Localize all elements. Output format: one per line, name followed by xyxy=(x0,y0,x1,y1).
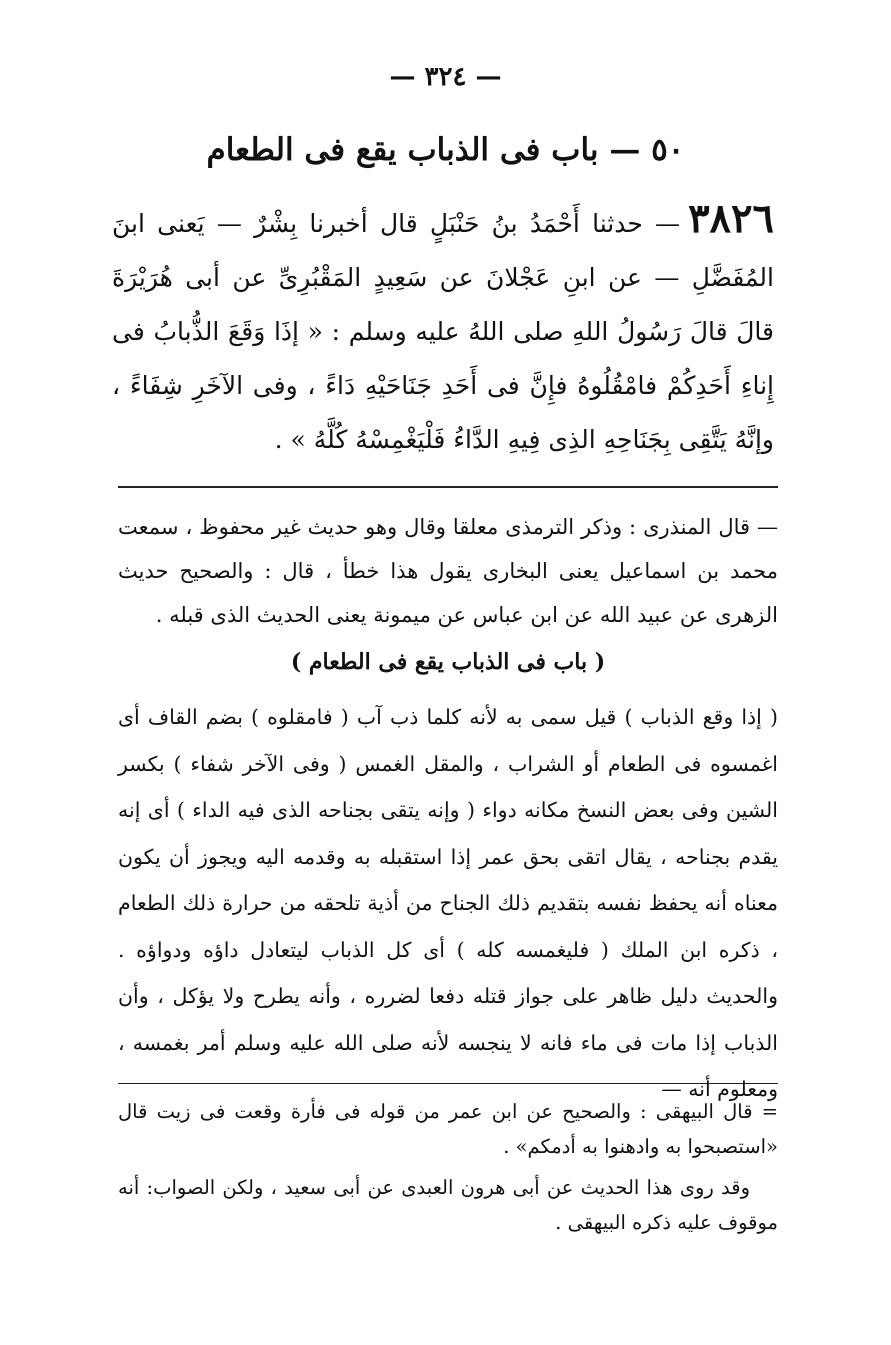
commentary-text: — قال المنذرى : وذكر الترمذى معلقا وقال وهو حديث غير محفوظ ، سمعت محمد بن اسماعيل يعنى البخارى يقول هذا خطأ ، قال : والصحيح حديث الزهرى عن عبيد الله عن ابن عباس عن ميمونة يعنى الحديث الذى قبله . xyxy=(118,515,778,627)
hadith-number: ٣٨٢٦ xyxy=(688,195,774,242)
footnote-line-1: = قال البيهقى : والصحيح عن ابن عمر من قوله فى فأرة وقعت فى زيت قال «استصبحوا به وادهنوا به أدمكم» . xyxy=(118,1100,778,1158)
footnote-block xyxy=(118,1094,778,1240)
footnote-divider xyxy=(118,1083,778,1084)
chapter-title: ٥٠ — باب فى الذباب يقع فى الطعام xyxy=(206,132,685,168)
main-divider xyxy=(118,486,778,488)
hadith-text: — حدثنا أَحْمَدُ بنُ حَنْبَلٍ قال أخبرنا بِشْرٌ — يَعنى ابنَ المُفَضَّلِ — عن ابنِ عَجْلانَ عن سَعِيدٍ المَقْبُرِىِّ عن أبى هُرَيْرَةَ قالَ قالَ رَسُولُ اللهِ صلى اللهُ عليه وسلم : « إذَا وَقَعَ الذُّبابُ فى إِناءِ أَحَدِكُمْ فامْقُلُوهُ فإِنَّ فى أَحَدِ جَنَاحَيْهِ دَاءً ، وفى الآخَرِ شِفَاءً ، وإنَّهُ يَتَّقِى بِجَنَاحِهِ الذِى فِيهِ الدَّاءُ فَلْيَغْمِسْهُ كُلَّهُ » . xyxy=(112,209,774,454)
page-number: — ٣٢٤ — xyxy=(389,62,502,92)
commentary-sub-heading: ( باب فى الذباب يقع فى الطعام ) xyxy=(290,649,606,675)
explanation-text: ( إذا وقع الذباب ) قيل سمى به لأنه كلما ذب آب ( فامقلوه ) بضم القاف أى اغمسوه فى الطعام أو الشراب ، والمقل الغمس ( وفى الآخر شفاء ) بكسر الشين وفى بعض النسخ مكانه دواء ( وإنه يتقى بجناحه الذى فيه الداء ) أى إنه يقدم بجناحه ، يقال اتقى بحق عمر إذا استقبله به وقدمه اليه ويجوز أن يكون معناه أنه يحفظ نفسه بتقديم ذلك الجناح من أذية تلحقه من حرارة ذلك الطعام ، ذكره ابن الملك ( فليغمسه كله ) أى كل الذباب ليتعادل داؤه ودواؤه . والحديث دليل ظاهر على جواز قتله دفعا لضرره ، وأنه يطرح ولا يؤكل ، وأن الذباب إذا مات فى ماء فانه لا ينجسه لأنه صلى الله عليه وسلم أمر بغمسه ، ومعلوم أنه — xyxy=(118,705,778,1101)
hadith-text-block xyxy=(112,192,774,467)
footnote-line-2: وقد روى هذا الحديث عن أبى هرون العبدى عن أبى سعيد ، ولكن الصواب: أنه موقوف عليه ذكره البيهقى . xyxy=(118,1176,778,1234)
